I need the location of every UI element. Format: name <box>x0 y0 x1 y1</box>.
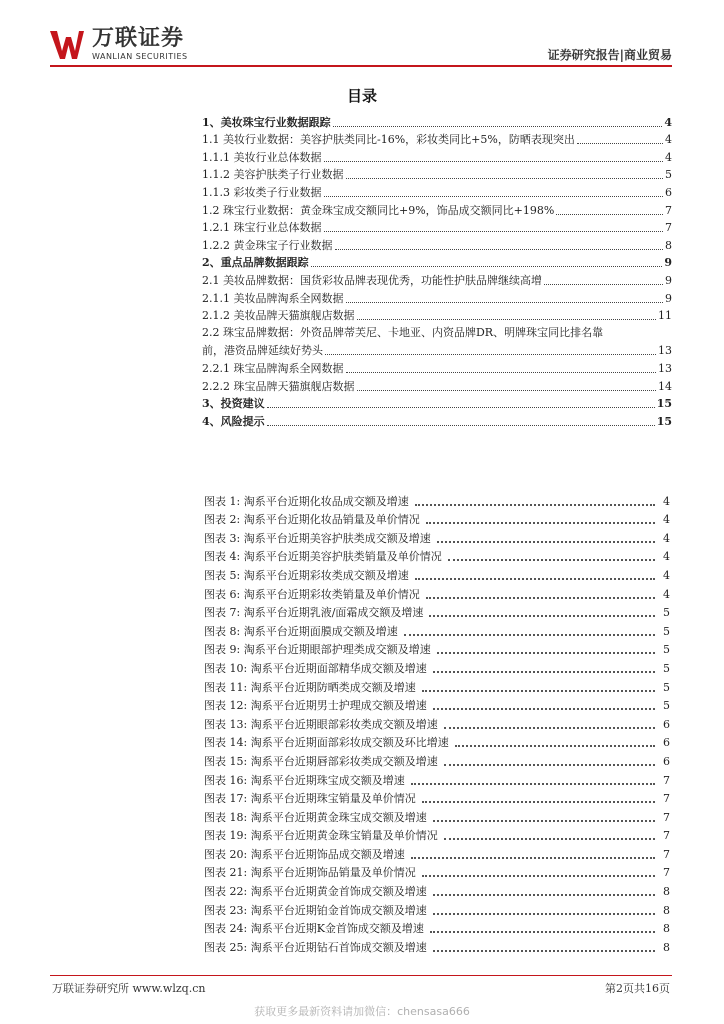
figure-entry[interactable] <box>204 657 670 676</box>
toc-entry-line2 <box>202 341 672 359</box>
figure-entry-page: 8 <box>663 922 670 936</box>
toc-entry-page: 11 <box>658 309 672 323</box>
figure-entry[interactable] <box>204 527 670 546</box>
dot-leader <box>415 578 655 580</box>
figure-entry-page: 6 <box>663 754 670 768</box>
toc-entry-page: 15 <box>656 414 672 428</box>
figure-entry[interactable] <box>204 583 670 602</box>
dot-leader <box>444 727 655 729</box>
figure-entry[interactable] <box>204 788 670 807</box>
figure-entry-page: 5 <box>663 680 670 694</box>
figure-entry[interactable] <box>204 564 670 583</box>
table-of-contents <box>202 112 672 429</box>
figure-entry-label: 图表 23: 淘系平台近期铂金首饰成交额及增速 <box>204 903 427 917</box>
toc-entry-page: 9 <box>665 291 672 305</box>
figure-entry[interactable] <box>204 732 670 751</box>
dot-leader <box>267 425 655 426</box>
toc-entry-label: 1.2.2 黄金珠宝子行业数据 <box>202 238 333 252</box>
figure-entry-page: 4 <box>663 587 670 601</box>
figure-entry-page: 4 <box>663 513 670 527</box>
figure-entry-label: 图表 6: 淘系平台近期彩妆类销量及单价情况 <box>204 587 420 601</box>
figure-entry[interactable] <box>204 862 670 881</box>
figure-entry-label: 图表 15: 淘系平台近期唇部彩妆类成交额及增速 <box>204 754 438 768</box>
figure-entry-page: 6 <box>663 717 670 731</box>
toc-entry-page: 8 <box>665 238 672 252</box>
dot-leader <box>433 708 655 710</box>
figure-entry-page: 7 <box>663 792 670 806</box>
figure-entry-page: 5 <box>663 661 670 675</box>
figure-entry-page: 7 <box>663 847 670 861</box>
figure-entry[interactable] <box>204 639 670 658</box>
watermark-text: 获取更多最新资料请加微信：chensasa666 <box>254 1005 470 1018</box>
figure-entry-page: 4 <box>663 494 670 508</box>
figure-entry-label: 图表 25: 淘系平台近期钻石首饰成交额及增速 <box>204 940 427 954</box>
figure-entry[interactable] <box>204 509 670 528</box>
figure-entry-page: 4 <box>663 531 670 545</box>
dot-leader <box>325 354 656 355</box>
toc-entry-page: 13 <box>658 344 672 358</box>
figure-entry-label: 图表 1: 淘系平台近期化妆品成交额及增速 <box>204 494 409 508</box>
figure-entry-page: 8 <box>663 885 670 899</box>
toc-entry-label: 4、风险提示 <box>202 414 265 428</box>
figure-entry-label: 图表 18: 淘系平台近期黄金珠宝成交额及增速 <box>204 810 427 824</box>
figure-entry-page: 8 <box>663 903 670 917</box>
page-title: 目录 <box>346 87 377 105</box>
toc-entry[interactable] <box>202 165 672 183</box>
toc-entry-label-line1: 2.2 珠宝品牌数据：外资品牌蒂芙尼、卡地亚、内资品牌DR、明牌珠宝同比排名靠 <box>202 325 604 339</box>
toc-entry[interactable] <box>202 200 672 218</box>
header-divider <box>50 65 672 67</box>
dot-leader <box>411 783 655 785</box>
dot-leader <box>335 249 664 250</box>
dot-leader <box>415 504 655 506</box>
dot-leader <box>577 143 663 144</box>
toc-entry-page: 4 <box>665 133 672 147</box>
figure-entry-label: 图表 24: 淘系平台近期K金首饰成交额及增速 <box>204 922 424 936</box>
figure-list <box>204 490 670 955</box>
figure-entry-label: 图表 14: 淘系平台近期面部彩妆成交额及环比增速 <box>204 736 449 750</box>
figure-entry[interactable] <box>204 880 670 899</box>
figure-entry-page: 7 <box>663 773 670 787</box>
footer-divider <box>50 975 672 976</box>
dot-leader <box>346 178 664 179</box>
toc-entry-page: 9 <box>664 256 672 270</box>
toc-entry-label: 2.2.2 珠宝品牌天猫旗舰店数据 <box>202 379 355 393</box>
figure-entry-label: 图表 2: 淘系平台近期化妆品销量及单价情况 <box>204 513 420 527</box>
figure-entry-label: 图表 11: 淘系平台近期防晒类成交额及增速 <box>204 680 416 694</box>
toc-entry-label: 前，港资品牌延续好势头 <box>202 344 323 358</box>
toc-entry-label: 1.2 珠宝行业数据：黄金珠宝成交额同比+9%，饰品成交额同比+198% <box>202 203 555 217</box>
dot-leader <box>311 266 663 267</box>
figure-entry-label: 图表 4: 淘系平台近期美容护肤类销量及单价情况 <box>204 550 442 564</box>
figure-entry-page: 5 <box>663 624 670 638</box>
figure-entry-label: 图表 20: 淘系平台近期饰品成交额及增速 <box>204 847 405 861</box>
figure-entry-label: 图表 13: 淘系平台近期眼部彩妆类成交额及增速 <box>204 717 438 731</box>
figure-entry[interactable] <box>204 899 670 918</box>
toc-entry-label: 1.1.1 美妆行业总体数据 <box>202 150 322 164</box>
toc-entry-label: 2、重点品牌数据跟踪 <box>202 256 309 270</box>
toc-entry-label: 2.1.2 美妆品牌天猫旗舰店数据 <box>202 309 355 323</box>
dot-leader <box>433 894 655 896</box>
dot-leader <box>556 214 663 215</box>
figure-entry[interactable] <box>204 806 670 825</box>
dot-leader <box>324 161 664 162</box>
dot-leader <box>433 913 655 915</box>
logo-chinese-name: 万联证券 <box>92 26 185 51</box>
figure-entry-page: 7 <box>663 810 670 824</box>
dot-leader <box>448 559 655 561</box>
toc-entry-page: 5 <box>665 168 672 182</box>
toc-entry-label: 1、美妆珠宝行业数据跟踪 <box>202 115 331 129</box>
page-header <box>0 0 724 70</box>
wanlian-logo-icon <box>50 29 88 61</box>
toc-entry[interactable] <box>202 270 672 288</box>
dot-leader <box>346 372 657 373</box>
toc-entry-page: 6 <box>665 185 672 199</box>
figure-entry-label: 图表 19: 淘系平台近期黄金珠宝销量及单价情况 <box>204 829 438 843</box>
footer-source: 万联证券研究所 www.wlzq.cn <box>52 982 206 995</box>
figure-entry[interactable] <box>204 843 670 862</box>
figure-entry-page: 7 <box>663 829 670 843</box>
figure-entry-page: 7 <box>663 866 670 880</box>
toc-entry[interactable] <box>202 306 672 324</box>
figure-entry-page: 5 <box>663 699 670 713</box>
figure-entry-label: 图表 9: 淘系平台近期眼部护理类成交额及增速 <box>204 643 431 657</box>
dot-leader <box>455 745 655 747</box>
dot-leader <box>422 875 655 877</box>
figure-entry-page: 6 <box>663 736 670 750</box>
report-type: 证券研究报告|商业贸易 <box>547 48 672 62</box>
toc-entry-label: 1.1 美妆行业数据：美容护肤类同比-16%，彩妆类同比+5%，防晒表现突出 <box>202 133 575 147</box>
figure-entry-label: 图表 22: 淘系平台近期黄金首饰成交额及增速 <box>204 885 427 899</box>
dot-leader <box>324 231 664 232</box>
dot-leader <box>430 931 655 933</box>
toc-entry[interactable] <box>202 376 672 394</box>
toc-entry[interactable] <box>202 253 672 271</box>
figure-entry-page: 4 <box>663 568 670 582</box>
dot-leader <box>357 390 657 391</box>
figure-entry[interactable] <box>204 936 670 955</box>
figure-entry[interactable] <box>204 825 670 844</box>
figure-entry[interactable] <box>204 490 670 509</box>
toc-entry[interactable] <box>202 394 672 412</box>
toc-entry-label: 2.1.1 美妆品牌淘系全网数据 <box>202 291 344 305</box>
figure-entry-page: 5 <box>663 643 670 657</box>
figure-entry[interactable] <box>204 713 670 732</box>
toc-entry-page: 9 <box>665 273 672 287</box>
dot-leader <box>267 407 655 408</box>
figure-entry[interactable] <box>204 695 670 714</box>
toc-entry[interactable] <box>202 182 672 200</box>
figure-entry[interactable] <box>204 750 670 769</box>
toc-entry-page: 13 <box>658 361 672 375</box>
toc-entry[interactable] <box>202 147 672 165</box>
figure-entry-label: 图表 3: 淘系平台近期美容护肤类成交额及增速 <box>204 531 431 545</box>
dot-leader <box>426 597 655 599</box>
figure-entry-label: 图表 10: 淘系平台近期面部精华成交额及增速 <box>204 661 427 675</box>
figure-entry-label: 图表 16: 淘系平台近期珠宝成交额及增速 <box>204 773 405 787</box>
dot-leader <box>333 126 663 127</box>
page-number: 第2页共16页 <box>605 982 670 995</box>
toc-entry-page: 4 <box>664 115 672 129</box>
dot-leader <box>422 801 655 803</box>
dot-leader <box>357 319 657 320</box>
toc-entry[interactable] <box>202 112 672 130</box>
toc-entry[interactable] <box>202 218 672 236</box>
dot-leader <box>444 838 655 840</box>
dot-leader <box>429 615 655 617</box>
toc-entry-page: 14 <box>658 379 672 393</box>
dot-leader <box>411 857 655 859</box>
figure-entry-page: 5 <box>663 606 670 620</box>
toc-entry-label: 1.2.1 珠宝行业总体数据 <box>202 221 322 235</box>
figure-entry-label: 图表 7: 淘系平台近期乳液/面霜成交额及增速 <box>204 606 424 620</box>
figure-entry-page: 8 <box>663 940 670 954</box>
toc-entry-label: 2.2.1 珠宝品牌淘系全网数据 <box>202 361 344 375</box>
figure-entry-label: 图表 12: 淘系平台近期男士护理成交额及增速 <box>204 699 427 713</box>
figure-entry-label: 图表 5: 淘系平台近期彩妆类成交额及增速 <box>204 568 409 582</box>
toc-entry[interactable] <box>202 323 672 358</box>
dot-leader <box>437 652 655 654</box>
figure-entry[interactable] <box>204 769 670 788</box>
dot-leader <box>346 302 664 303</box>
toc-entry[interactable] <box>202 411 672 429</box>
toc-entry-page: 4 <box>665 150 672 164</box>
dot-leader <box>433 820 655 822</box>
dot-leader <box>437 541 655 543</box>
figure-entry[interactable] <box>204 546 670 565</box>
toc-entry[interactable] <box>202 235 672 253</box>
dot-leader <box>433 671 655 673</box>
toc-entry-label: 2.1 美妆品牌数据：国货彩妆品牌表现优秀，功能性护肤品牌继续高增 <box>202 273 542 287</box>
dot-leader <box>324 196 664 197</box>
dot-leader <box>433 950 655 952</box>
toc-entry-label: 1.1.3 彩妆类子行业数据 <box>202 185 322 199</box>
figure-entry[interactable] <box>204 620 670 639</box>
figure-entry-label: 图表 17: 淘系平台近期珠宝销量及单价情况 <box>204 792 416 806</box>
dot-leader <box>426 522 655 524</box>
figure-entry[interactable] <box>204 676 670 695</box>
dot-leader <box>444 764 655 766</box>
toc-entry-page: 7 <box>665 203 672 217</box>
toc-entry-label: 3、投资建议 <box>202 397 265 411</box>
dot-leader <box>404 634 655 636</box>
toc-entry-page: 15 <box>656 397 672 411</box>
company-logo <box>50 28 188 61</box>
figure-entry-label: 图表 21: 淘系平台近期饰品销量及单价情况 <box>204 866 416 880</box>
logo-english-name: WANLIAN SECURITIES <box>92 52 188 61</box>
dot-leader <box>544 284 663 285</box>
figure-entry-label: 图表 8: 淘系平台近期面膜成交额及增速 <box>204 624 398 638</box>
figure-entry-page: 4 <box>663 550 670 564</box>
toc-entry-label: 1.1.2 美容护肤类子行业数据 <box>202 168 344 182</box>
toc-entry[interactable] <box>202 288 672 306</box>
dot-leader <box>422 690 655 692</box>
toc-entry-page: 7 <box>665 221 672 235</box>
toc-entry[interactable] <box>202 358 672 376</box>
toc-entry[interactable] <box>202 130 672 148</box>
figure-entry[interactable] <box>204 918 670 937</box>
figure-entry[interactable] <box>204 602 670 621</box>
